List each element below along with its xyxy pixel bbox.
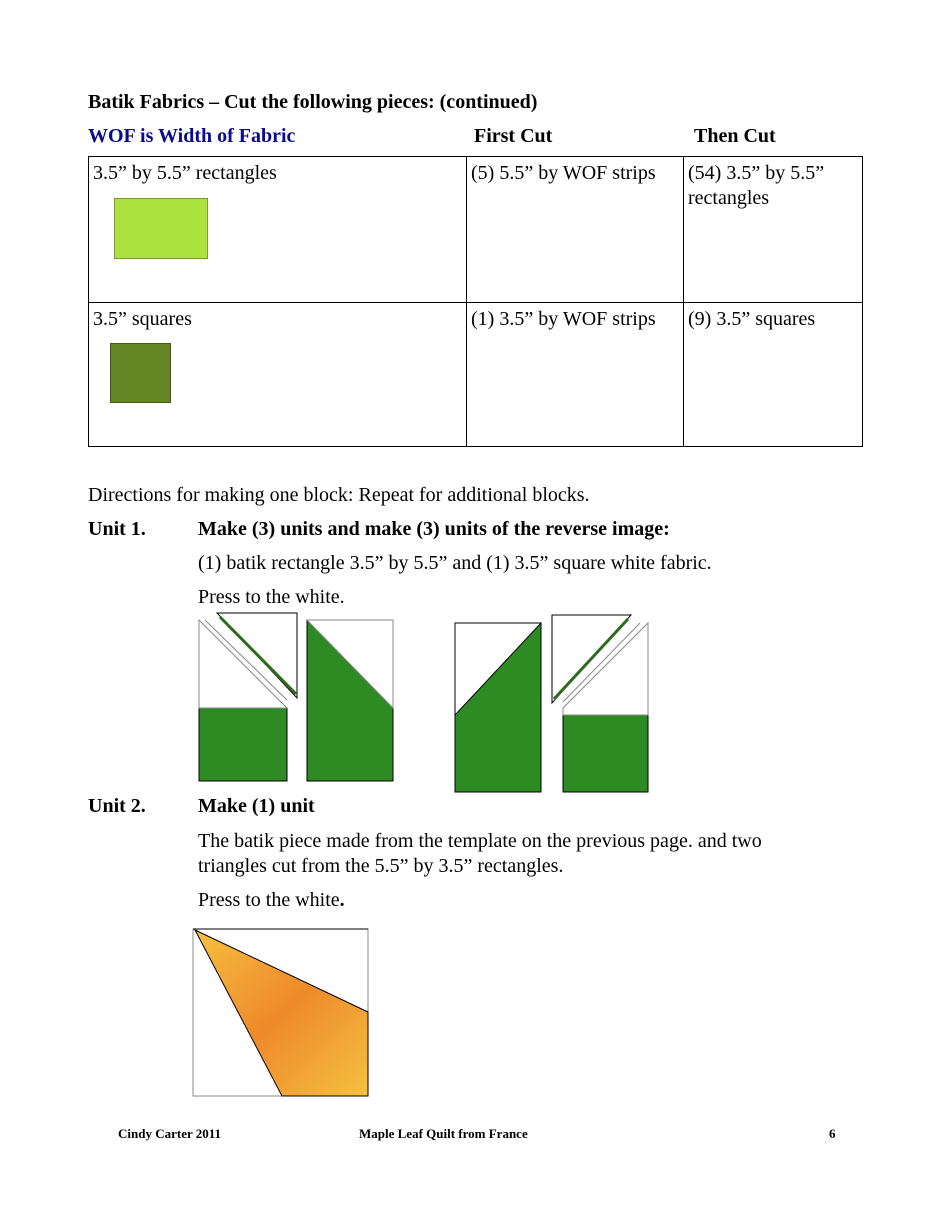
unit1-label: Unit 1. <box>88 518 146 540</box>
swatch-olive-green <box>110 343 171 403</box>
then-cut-cell: (9) 3.5” squares <box>684 303 863 447</box>
first-cut-cell: (1) 3.5” by WOF strips <box>467 303 684 447</box>
unit1-press: Press to the white. <box>198 586 345 608</box>
unit2-title: Make (1) unit <box>198 795 315 817</box>
footer-author: Cindy Carter 2011 <box>118 1126 222 1141</box>
wof-note: WOF is Width of Fabric <box>88 125 296 147</box>
swatch-light-green <box>114 198 208 259</box>
first-cut-header: First Cut <box>474 125 553 147</box>
unit2-description-line1: The batik piece made from the template on the previous page. and two <box>198 830 762 852</box>
table-row <box>89 157 863 303</box>
piece-cell: 3.5” squares <box>89 303 467 447</box>
then-cut-cell: (54) 3.5” by 5.5” rectangles <box>684 157 863 303</box>
unit2-label: Unit 2. <box>88 795 146 817</box>
section-heading: Batik Fabrics – Cut the following pieces: (continued) <box>88 91 538 113</box>
footer-title: Maple Leaf Quilt from France <box>359 1126 528 1141</box>
first-cut-cell: (5) 5.5” by WOF strips <box>467 157 684 303</box>
page-number: 6 <box>829 1126 836 1141</box>
then-cut-header: Then Cut <box>694 125 776 147</box>
unit2-description-line2: triangles cut from the 5.5” by 3.5” rectangles. <box>198 855 564 877</box>
unit2-diagram <box>193 929 368 1096</box>
unit2-press: Press to the white. <box>198 889 345 911</box>
directions-text: Directions for making one block: Repeat for additional blocks. <box>88 484 590 506</box>
unit1-description: (1) batik rectangle 3.5” by 5.5” and (1) 3.5” square white fabric. <box>198 552 712 574</box>
unit1-piece-reverse <box>455 615 648 792</box>
unit1-piece-left <box>199 613 393 781</box>
table-row <box>89 303 863 447</box>
unit1-title: Make (3) units and make (3) units of the reverse image: <box>198 518 670 540</box>
piece-cell: 3.5” by 5.5” rectangles <box>89 157 467 303</box>
cutting-table <box>88 156 863 447</box>
